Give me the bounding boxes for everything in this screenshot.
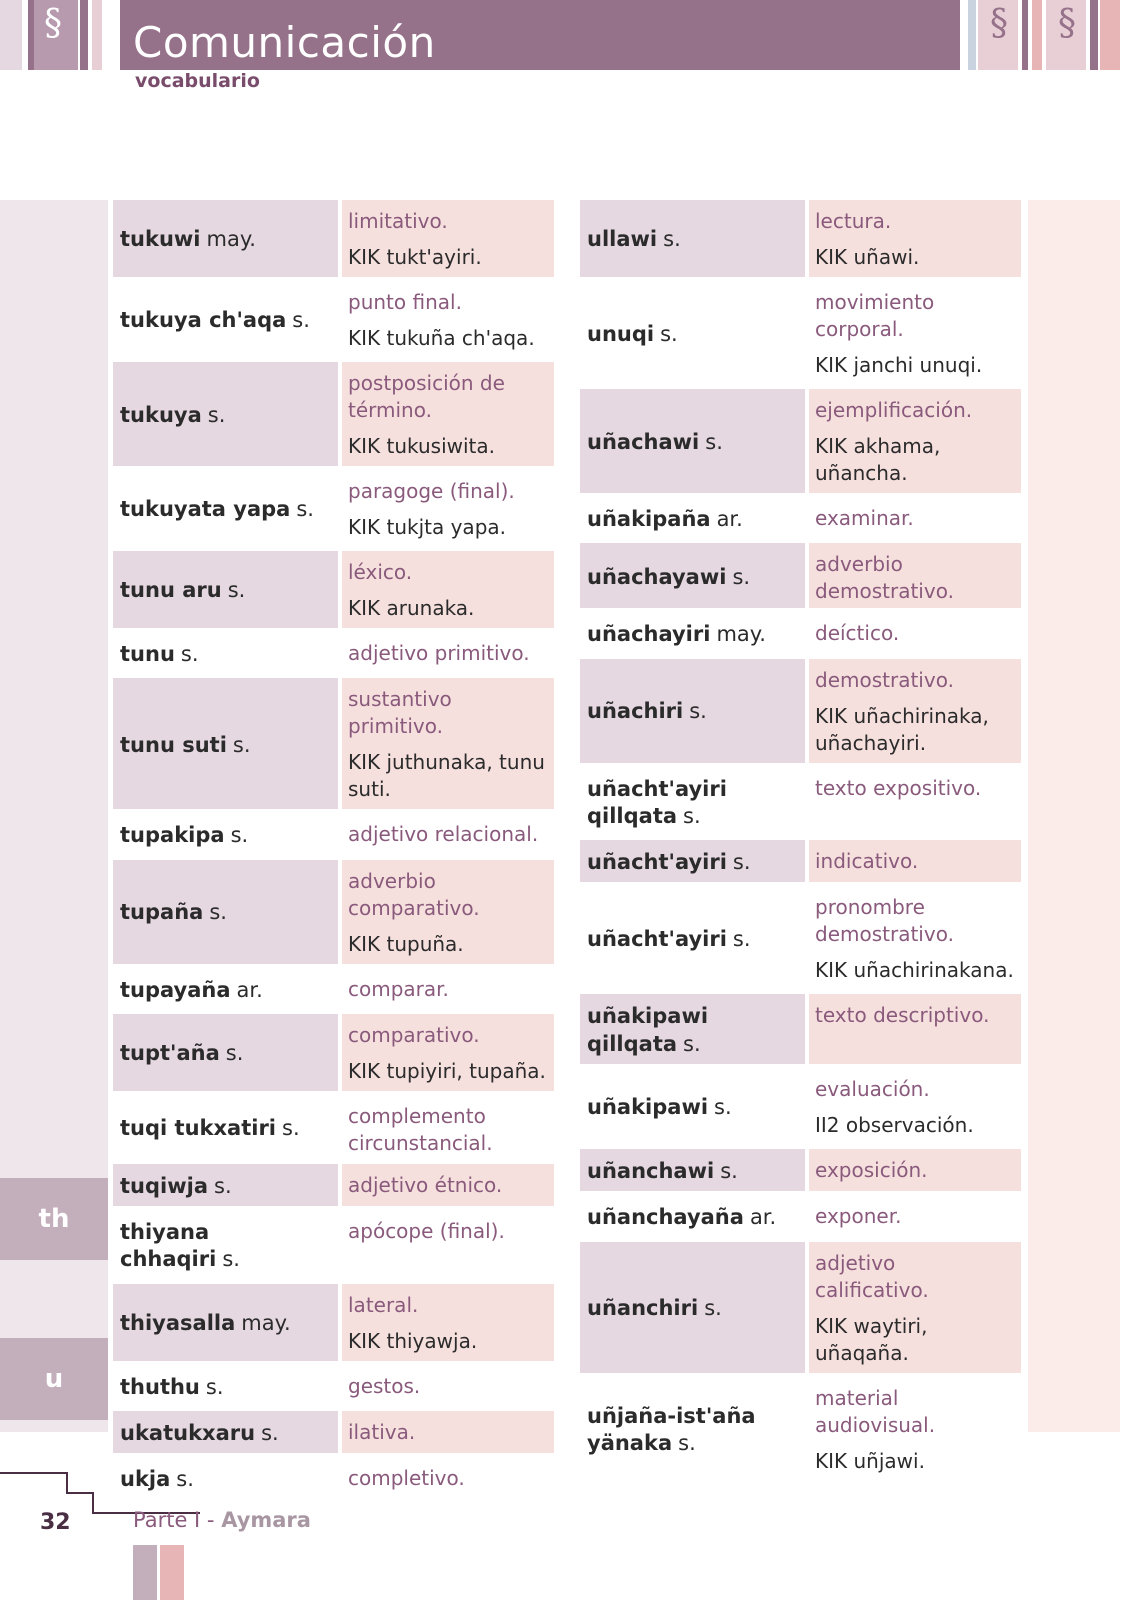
entry-term — [580, 389, 805, 493]
entry-synonym: KIK uñachirinaka, uñachayiri. — [815, 703, 989, 755]
entry-synonym: KIK uñjawi. — [815, 1448, 925, 1473]
term-part-of-speech: may. — [206, 227, 256, 252]
term-word: uñachayawi — [587, 564, 727, 589]
entry-definition: apócope (final). — [348, 1219, 505, 1244]
vocabulary-entry — [113, 1365, 554, 1407]
term-part-of-speech: s. — [209, 900, 227, 925]
term-word: unuqi — [587, 321, 655, 346]
term-part-of-speech: s. — [296, 497, 314, 522]
vocabulary-entry — [113, 1095, 554, 1160]
entry-term — [113, 678, 338, 809]
entry-definitions — [809, 389, 1021, 493]
header-stripe — [1032, 0, 1042, 70]
entry-definitions — [342, 281, 554, 358]
term-word: uñachayiri — [587, 622, 711, 647]
header-stripe — [1090, 0, 1098, 70]
entry-term — [113, 1210, 338, 1280]
term-part-of-speech: s. — [205, 1374, 224, 1399]
term-word: uñacht'ayiri qillqata — [587, 776, 727, 828]
term-part-of-speech: s. — [663, 227, 681, 252]
entry-definitions — [809, 1195, 1021, 1237]
term-part-of-speech: ar. — [749, 1205, 777, 1230]
entry-definition: adjetivo calificativo. — [815, 1250, 929, 1302]
term-part-of-speech: s. — [678, 1431, 696, 1456]
entry-term — [113, 1365, 338, 1407]
entry-definition: pronombre demostrativo. — [815, 895, 954, 947]
entry-definition: evaluación. — [815, 1077, 930, 1102]
entry-definition: postposición de término. — [348, 371, 505, 422]
entry-definitions — [342, 1210, 554, 1280]
entry-definition: texto descriptivo. — [815, 1003, 990, 1028]
entry-term — [113, 968, 338, 1010]
term-part-of-speech: s. — [689, 699, 707, 724]
term-word: uñjaña-ist'aña yänaka — [587, 1403, 756, 1456]
entry-definition: punto final. — [348, 290, 462, 314]
entry-synonym: KIK waytiri, uñaqaña. — [815, 1313, 928, 1365]
entry-term — [580, 994, 805, 1064]
entry-term — [580, 497, 805, 539]
entry-definition: adjetivo étnico. — [348, 1172, 503, 1197]
footer-part-label — [133, 1508, 311, 1532]
vocabulary-entry — [580, 612, 1021, 654]
entry-term — [113, 632, 338, 674]
entry-definitions — [342, 1411, 554, 1453]
entry-term — [580, 1195, 805, 1237]
vocabulary-entry — [113, 1411, 554, 1453]
entry-definitions — [342, 632, 554, 674]
term-word: tukuya — [120, 402, 202, 427]
entry-definition: movimiento corporal. — [815, 290, 935, 341]
page-title: Comunicación — [133, 18, 436, 67]
page-header — [0, 0, 1133, 70]
letter-tab-th: th — [0, 1178, 108, 1260]
term-part-of-speech: s. — [222, 1247, 240, 1272]
entry-definitions — [809, 886, 1021, 990]
right-side-bar — [1028, 200, 1120, 1432]
entry-synonym: KIK uñachirinakana. — [815, 958, 1014, 983]
term-part-of-speech: may. — [241, 1311, 291, 1336]
entry-definition: ejemplificación. — [815, 398, 973, 422]
header-stripe — [1100, 0, 1120, 70]
entry-definitions — [342, 813, 554, 855]
entry-definitions — [809, 994, 1021, 1064]
entry-definition: léxico. — [348, 560, 413, 584]
entry-definition: indicativo. — [815, 849, 919, 874]
term-word: uñacht'ayiri — [587, 850, 727, 875]
vocabulary-column-left — [113, 200, 554, 1504]
term-word: uñachawi — [587, 429, 700, 454]
entry-definitions — [809, 1242, 1021, 1373]
entry-definitions — [809, 1149, 1021, 1191]
term-part-of-speech: may. — [716, 622, 766, 647]
term-word: thuthu — [120, 1374, 200, 1399]
term-word: tupakipa — [120, 823, 225, 848]
entry-definitions — [809, 1068, 1021, 1145]
entry-definition: lectura. — [815, 209, 892, 233]
page-footer — [0, 1460, 1133, 1600]
term-word: tupt'aña — [120, 1041, 220, 1066]
entry-term — [580, 281, 805, 385]
term-word: tuqi tukxatiri — [120, 1116, 276, 1141]
term-word: uñanchayaña — [587, 1205, 744, 1230]
vocabulary-entry — [580, 659, 1021, 763]
vocabulary-entry — [113, 470, 554, 547]
entry-term — [580, 659, 805, 763]
entry-definitions — [342, 551, 554, 628]
vocabulary-entry — [113, 200, 554, 277]
entry-term — [580, 1149, 805, 1191]
entry-term — [113, 1284, 338, 1361]
entry-synonym: KIK tukt'ayiri. — [348, 245, 482, 269]
term-word: uñakipawi — [587, 1095, 709, 1120]
term-part-of-speech: ar. — [236, 977, 263, 1002]
entry-term — [580, 886, 805, 990]
term-part-of-speech: s. — [705, 429, 723, 454]
letter-tab-u: u — [0, 1338, 108, 1420]
entry-term — [580, 840, 805, 882]
vocabulary-entry — [580, 200, 1021, 277]
entry-term — [113, 1411, 338, 1453]
term-part-of-speech: s. — [683, 1031, 701, 1056]
entry-term — [113, 470, 338, 547]
vocabulary-entry — [113, 968, 554, 1010]
term-word: uñakipawi qillqata — [587, 1004, 709, 1056]
term-part-of-speech: ar. — [716, 507, 743, 531]
vocabulary-entry — [580, 1068, 1021, 1145]
entry-definitions — [809, 767, 1021, 837]
vocabulary-entry — [580, 994, 1021, 1064]
entry-term — [580, 543, 805, 608]
entry-definitions — [809, 543, 1021, 608]
term-part-of-speech: s. — [704, 1296, 722, 1321]
term-part-of-speech: s. — [683, 803, 701, 828]
term-part-of-speech: s. — [227, 578, 246, 603]
term-part-of-speech: s. — [732, 927, 751, 952]
entry-definitions — [342, 1164, 554, 1206]
vocabulary-entry — [580, 1195, 1021, 1237]
term-word: thiyasalla — [120, 1311, 236, 1336]
vocabulary-column-right — [580, 200, 1021, 1485]
entry-term — [580, 1242, 805, 1373]
term-word: tukuyata yapa — [120, 497, 291, 522]
entry-definition: paragoge (final). — [348, 479, 515, 503]
entry-synonym: KIK janchi unuqi. — [815, 353, 983, 377]
page-number: 32 — [40, 1510, 71, 1535]
entry-definition: comparar. — [348, 976, 449, 1001]
entry-definitions — [809, 281, 1021, 385]
entry-definition: adjetivo relacional. — [348, 822, 539, 847]
vocabulary-entry — [580, 840, 1021, 882]
term-word: tunu aru — [120, 578, 222, 603]
entry-term — [113, 1095, 338, 1160]
entry-definition: material audiovisual. — [815, 1385, 936, 1437]
vocabulary-entry — [113, 678, 554, 809]
entry-definition: exposición. — [815, 1158, 928, 1183]
footer-bar — [160, 1545, 184, 1600]
footer-bar — [133, 1545, 157, 1600]
term-word: uñakipaña — [587, 507, 711, 531]
entry-definition: deíctico. — [815, 621, 900, 646]
term-word: tuqiwja — [120, 1173, 208, 1198]
entry-definition: comparativo. — [348, 1022, 480, 1047]
entry-definitions — [342, 200, 554, 277]
entry-synonym: II2 observación. — [815, 1113, 974, 1138]
term-word: ullawi — [587, 227, 658, 252]
entry-definitions — [342, 1095, 554, 1160]
entry-definitions — [809, 497, 1021, 539]
header-stripe — [92, 0, 102, 70]
term-part-of-speech: s. — [180, 642, 199, 666]
term-part-of-speech: s. — [732, 564, 751, 589]
vocabulary-entry — [113, 362, 554, 466]
entry-term — [113, 200, 338, 277]
footer-language: Aymara — [221, 1508, 311, 1532]
vocabulary-entry — [113, 632, 554, 674]
entry-definitions — [342, 968, 554, 1010]
entry-synonym: KIK arunaka. — [348, 596, 475, 620]
term-part-of-speech: s. — [660, 321, 678, 346]
term-word: tupaña — [120, 900, 204, 925]
vocabulary-entry — [580, 389, 1021, 493]
entry-synonym: KIK tukusiwita. — [348, 434, 495, 458]
term-part-of-speech: s. — [225, 1041, 244, 1066]
term-word: uñachiri — [587, 699, 684, 724]
vocabulary-entry — [113, 1164, 554, 1206]
entry-synonym: KIK thiyawja. — [348, 1328, 478, 1353]
entry-definition: texto expositivo. — [815, 775, 982, 800]
entry-term — [113, 813, 338, 855]
entry-definition: exponer. — [815, 1204, 902, 1229]
entry-definition: limitativo. — [348, 209, 448, 233]
header-stripe — [80, 0, 88, 70]
vocabulary-entry — [580, 543, 1021, 608]
entry-term — [580, 767, 805, 837]
vocabulary-entry — [580, 1242, 1021, 1373]
entry-term — [113, 362, 338, 466]
entry-definition: demostrativo. — [815, 667, 954, 692]
footer-part: Parte I - — [133, 1508, 215, 1532]
vocabulary-entry — [113, 281, 554, 358]
vocabulary-entry — [113, 1210, 554, 1280]
entry-definitions — [809, 200, 1021, 277]
entry-synonym: KIK tukuña ch'aqa. — [348, 326, 535, 350]
entry-synonym: KIK tupuña. — [348, 931, 464, 956]
vocabulary-entry — [113, 1014, 554, 1091]
vocabulary-entry — [580, 886, 1021, 990]
term-word: ukatukxaru — [120, 1421, 256, 1446]
entry-definitions — [342, 470, 554, 547]
vocabulary-entry — [113, 860, 554, 964]
term-word: tukuya ch'aqa — [120, 308, 287, 333]
term-word: uñacht'ayiri — [587, 927, 727, 952]
entry-synonym: KIK tupiyiri, tupaña. — [348, 1058, 546, 1083]
vocabulary-entry — [580, 497, 1021, 539]
vocabulary-entry — [113, 813, 554, 855]
entry-definition: sustantivo primitivo. — [348, 687, 452, 739]
entry-definitions — [342, 1014, 554, 1091]
term-part-of-speech: s. — [292, 308, 310, 333]
entry-definitions — [342, 362, 554, 466]
entry-term — [113, 551, 338, 628]
term-word: thiyana chhaqiri — [120, 1220, 217, 1272]
term-word: tunu — [120, 642, 175, 666]
entry-definition: adverbio comparativo. — [348, 868, 480, 920]
entry-definition: gestos. — [348, 1373, 421, 1398]
entry-term — [580, 200, 805, 277]
entry-definitions — [342, 678, 554, 809]
term-part-of-speech: s. — [282, 1116, 300, 1141]
entry-term — [113, 1164, 338, 1206]
vocabulary-entry — [580, 767, 1021, 837]
entry-definition: examinar. — [815, 506, 914, 530]
term-part-of-speech: s. — [230, 823, 249, 848]
entry-term — [113, 1014, 338, 1091]
entry-synonym: KIK juthunaka, tunu suti. — [348, 750, 545, 802]
term-word: tukuwi — [120, 227, 201, 252]
swirl-ornament-icon: § — [990, 3, 1008, 44]
header-stripe — [968, 0, 976, 70]
entry-definition: adjetivo primitivo. — [348, 641, 530, 665]
term-part-of-speech: s. — [232, 732, 251, 757]
entry-definition: lateral. — [348, 1292, 419, 1317]
entry-definition: completivo. — [348, 1466, 465, 1491]
term-part-of-speech: s. — [732, 850, 751, 875]
vocabulary-entry — [580, 281, 1021, 385]
entry-definitions — [809, 659, 1021, 763]
entry-synonym: KIK akhama, uñancha. — [815, 434, 941, 485]
entry-definitions — [809, 612, 1021, 654]
term-part-of-speech: s. — [214, 1173, 232, 1198]
entry-definitions — [342, 860, 554, 964]
entry-definition: adverbio demostrativo. — [815, 552, 954, 604]
swirl-ornament-icon: § — [1058, 3, 1076, 44]
swirl-ornament-icon: § — [44, 3, 62, 44]
entry-definition: complemento circunstancial. — [348, 1103, 493, 1155]
entry-term — [113, 860, 338, 964]
entry-synonym: KIK tukjta yapa. — [348, 515, 506, 539]
term-part-of-speech: s. — [714, 1095, 732, 1120]
term-word: ukja — [120, 1467, 171, 1492]
term-word: uñanchawi — [587, 1159, 715, 1184]
term-word: tunu suti — [120, 732, 227, 757]
vocabulary-entry — [580, 1149, 1021, 1191]
header-stripe — [0, 0, 22, 70]
header-stripe — [1022, 0, 1028, 70]
term-part-of-speech: s. — [720, 1159, 738, 1184]
vocabulary-entry — [113, 551, 554, 628]
page-subtitle: vocabulario — [135, 70, 260, 92]
term-word: tupayaña — [120, 977, 231, 1002]
entry-synonym: KIK uñawi. — [815, 245, 920, 269]
term-part-of-speech: s. — [207, 402, 226, 427]
term-word: uñanchiri — [587, 1296, 699, 1321]
term-part-of-speech: s. — [261, 1421, 279, 1446]
entry-term — [580, 612, 805, 654]
entry-definitions — [342, 1284, 554, 1361]
vocabulary-entry — [113, 1284, 554, 1361]
entry-term — [113, 281, 338, 358]
entry-definition: ilativa. — [348, 1420, 416, 1445]
entry-definitions — [342, 1365, 554, 1407]
entry-definitions — [809, 840, 1021, 882]
term-part-of-speech: s. — [176, 1467, 194, 1492]
entry-term — [580, 1068, 805, 1145]
